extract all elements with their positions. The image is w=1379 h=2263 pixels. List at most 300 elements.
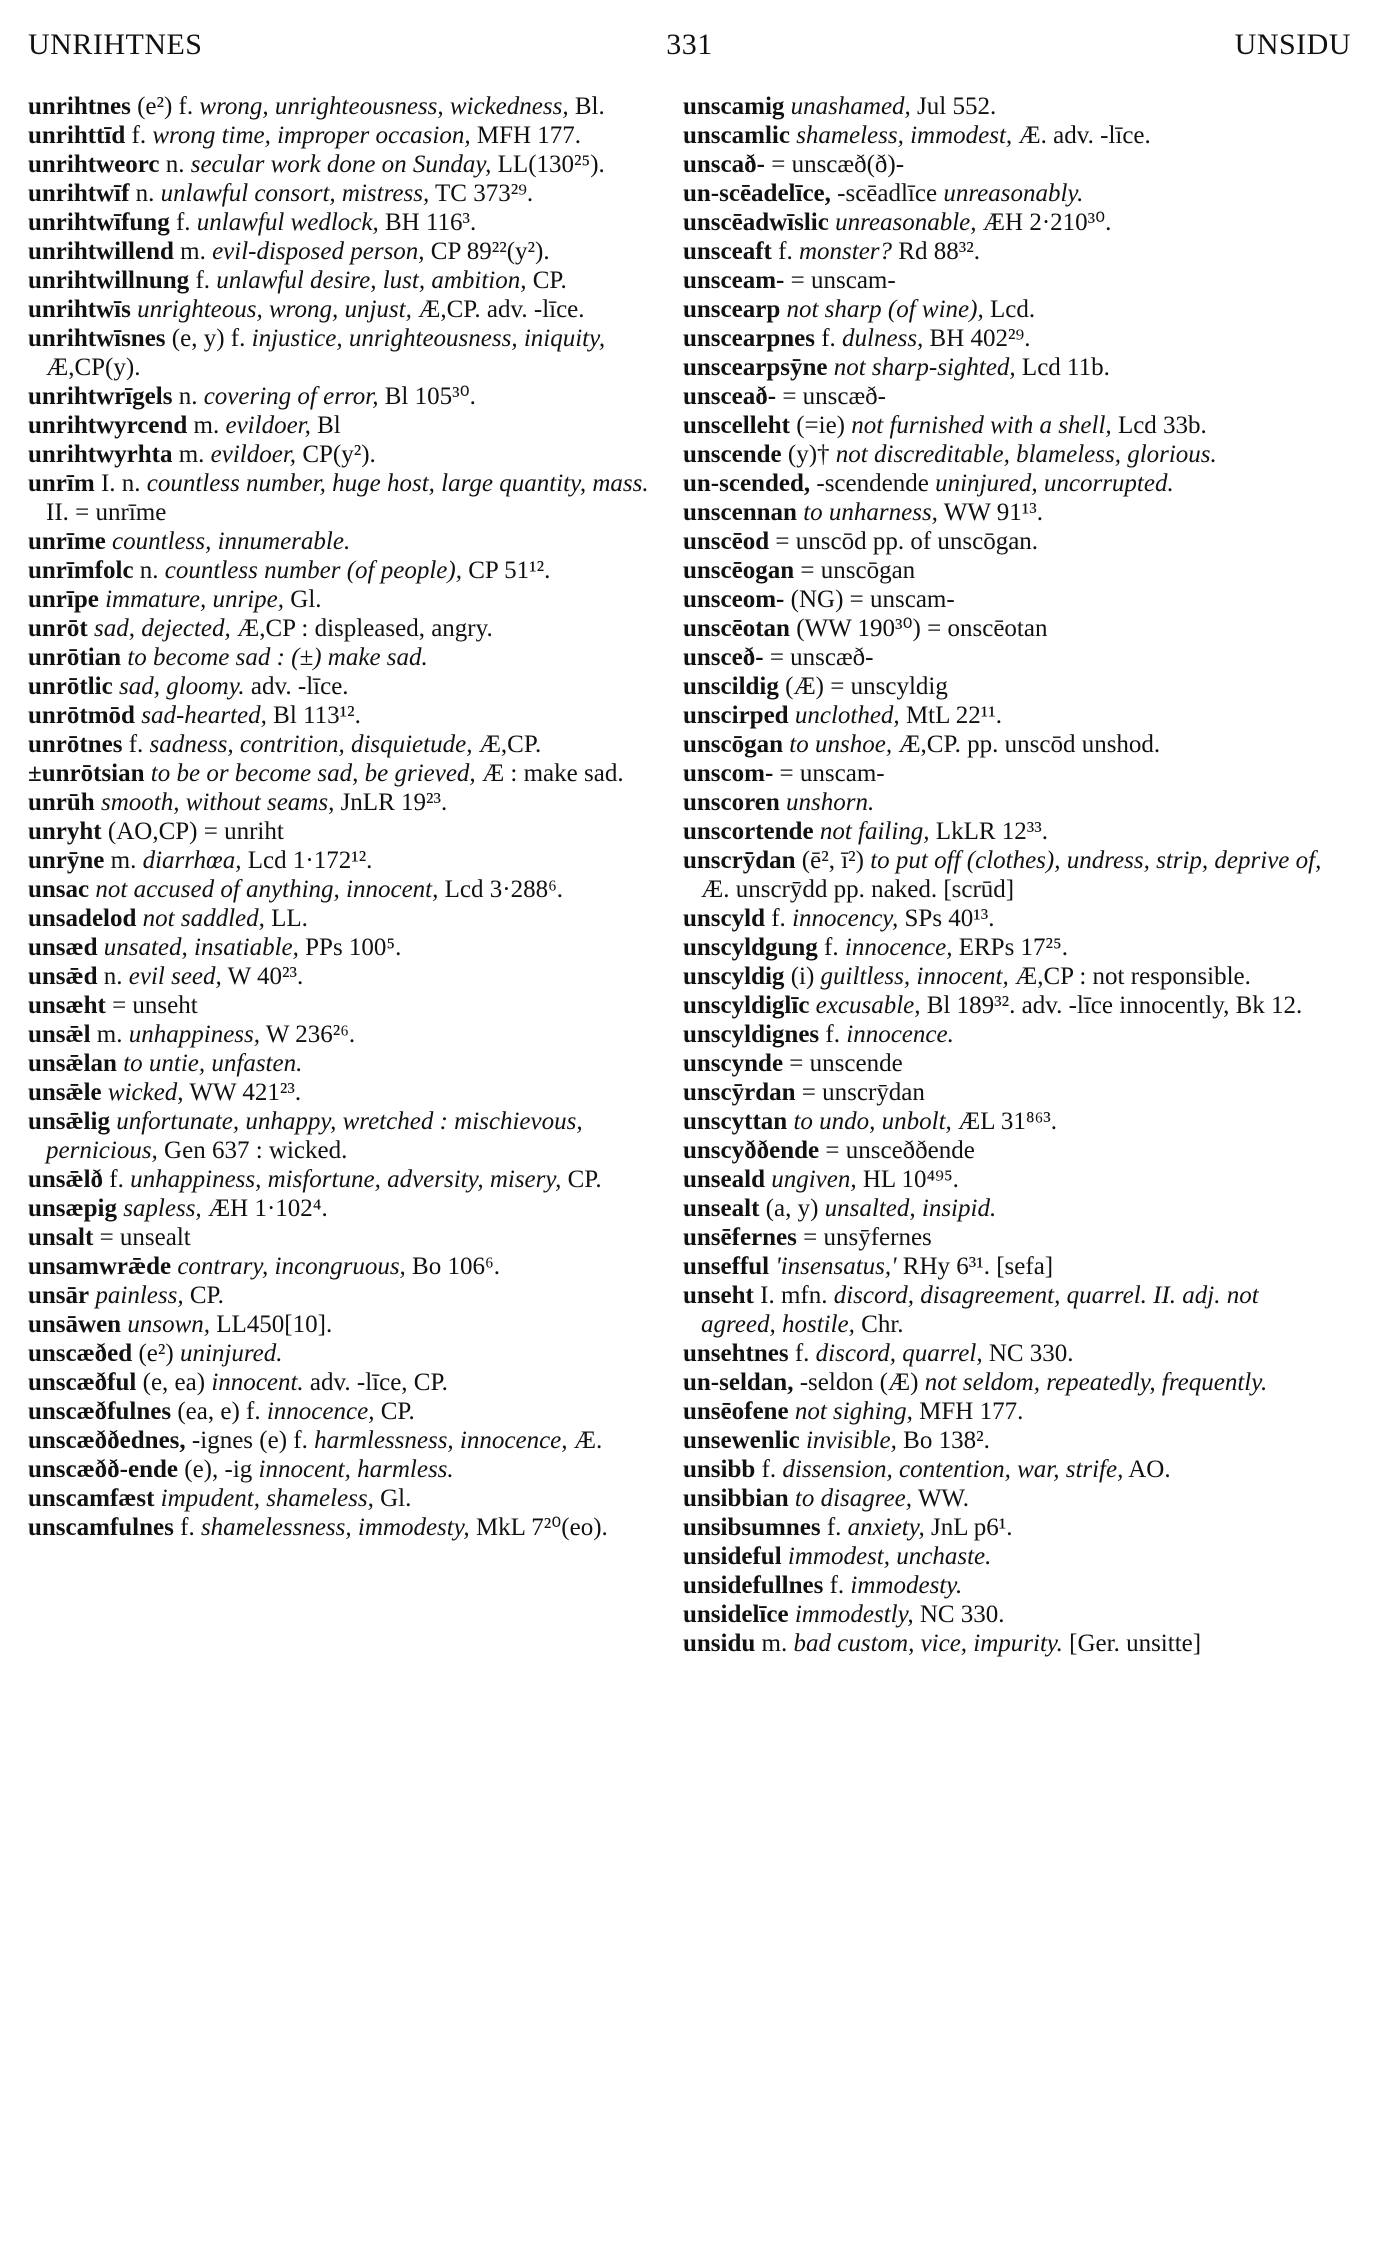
definition: to undo, unbolt,	[793, 1108, 952, 1135]
definition: sad, dejected,	[93, 615, 231, 642]
source-reference: Lcd 3·288⁶.	[444, 876, 564, 903]
dictionary-entry	[28, 295, 673, 324]
definition: guiltless, innocent,	[820, 963, 1009, 990]
grammar-info: n.	[178, 383, 198, 410]
source-reference: = unsealt	[99, 1224, 191, 1251]
dictionary-entry	[683, 1426, 1328, 1455]
headword: unsār	[28, 1282, 90, 1309]
headword: unscað-	[683, 151, 765, 178]
source-reference: = unscam-	[779, 760, 885, 787]
source-reference: WW 91¹³.	[943, 499, 1043, 526]
grammar-info: f.	[824, 934, 839, 961]
headword: unsibsumnes	[683, 1514, 821, 1541]
dictionary-entry	[683, 1165, 1328, 1194]
source-reference: = unsceððende	[825, 1137, 975, 1164]
grammar-info: (=ie)	[796, 412, 845, 439]
definition: unsalted, insipid.	[824, 1195, 997, 1222]
headword: unsidefullnes	[683, 1572, 824, 1599]
headword: unseald	[683, 1166, 765, 1193]
dictionary-entry	[28, 614, 673, 643]
source-reference: Bl	[317, 412, 341, 439]
definition: excusable,	[815, 992, 921, 1019]
grammar-info: f.	[771, 905, 786, 932]
definition: innocence,	[266, 1398, 375, 1425]
dictionary-entry	[28, 730, 673, 759]
definition: unsated, insatiable,	[103, 934, 299, 961]
source-reference: = unscæð-	[769, 644, 874, 671]
definition: shameless, immodest,	[796, 122, 1013, 149]
definition: monster?	[798, 238, 893, 265]
source-reference: RHy 6³¹. [sefa]	[902, 1253, 1054, 1280]
definition: wrong time, improper occasion,	[152, 122, 471, 149]
dictionary-entry	[683, 1252, 1328, 1281]
source-reference: = unscam-	[790, 267, 896, 294]
dictionary-entry	[683, 1281, 1328, 1339]
source-reference: CP 89²²(y²).	[430, 238, 550, 265]
dictionary-entry	[683, 1600, 1328, 1629]
definition: harmlessness, innocence,	[314, 1427, 568, 1454]
headword: unsealt	[683, 1195, 760, 1222]
source-reference: CP.	[189, 1282, 224, 1309]
headword: unsideful	[683, 1543, 782, 1570]
headword: unscȳrdan	[683, 1079, 796, 1106]
dictionary-entry	[683, 933, 1328, 962]
source-reference: adv. -līce.	[250, 673, 349, 700]
source-reference: Bl.	[574, 93, 605, 120]
grammar-info: f.	[825, 1021, 840, 1048]
headword: unscildig	[683, 673, 779, 700]
grammar-info: f.	[794, 1340, 810, 1367]
dictionary-entry	[28, 324, 673, 382]
source-reference: ERPs 17²⁵.	[958, 934, 1069, 961]
source-reference: Æ,CP.	[478, 731, 542, 758]
headword: unscearp	[683, 296, 781, 323]
headword: unsǣl	[28, 1021, 91, 1048]
dictionary-entry	[683, 179, 1328, 208]
dictionary-entry	[683, 1020, 1328, 1049]
source-reference: ÆL 31⁸⁶³.	[958, 1108, 1058, 1135]
grammar-info: I. n.	[100, 470, 141, 497]
definition: shamelessness, immodesty,	[200, 1514, 470, 1541]
headword: unrihtwrīgels	[28, 383, 173, 410]
dictionary-entry	[28, 179, 673, 208]
source-reference: W 236²⁶.	[265, 1021, 356, 1048]
headword: unscende	[683, 441, 782, 468]
definition: sad-hearted,	[141, 702, 267, 729]
source-reference: II. = unrīme	[46, 499, 167, 526]
headword: un-scended,	[683, 470, 811, 497]
grammar-info: -scēadlīce	[837, 180, 938, 207]
grammar-info: f.	[131, 122, 147, 149]
source-reference: Lcd 1·172¹².	[247, 847, 373, 874]
left-column	[28, 92, 673, 1542]
headword: unrīmfolc	[28, 557, 134, 584]
grammar-info: m.	[180, 238, 206, 265]
definition: unshorn.	[786, 789, 875, 816]
dictionary-entry	[683, 1194, 1328, 1223]
dictionary-entry	[28, 440, 673, 469]
definition: discord, disagreement, quarrel. II. adj. not agreed, hostile,	[701, 1282, 1259, 1338]
page-header	[28, 28, 1351, 70]
definition: secular work done on Sunday,	[190, 151, 492, 178]
dictionary-entry	[683, 150, 1328, 179]
dictionary-entry	[28, 1368, 673, 1397]
definition: to become sad : (±) make sad.	[127, 644, 428, 671]
grammar-info: m.	[96, 1021, 123, 1048]
headword: un-scēadelīce,	[683, 180, 831, 207]
source-reference: CP.	[567, 1166, 602, 1193]
definition: covering of error,	[203, 383, 379, 410]
source-reference: BH 402²⁹.	[929, 325, 1031, 352]
source-reference: CP.	[532, 267, 567, 294]
headword: unscyððende	[683, 1137, 820, 1164]
dictionary-entry	[28, 1020, 673, 1049]
headword: unscamfæst	[28, 1485, 155, 1512]
dictionary-entry	[683, 1542, 1328, 1571]
source-reference: = unseht	[112, 992, 198, 1019]
dictionary-entry	[28, 382, 673, 411]
grammar-info: m.	[761, 1630, 788, 1657]
definition: evildoer,	[210, 441, 297, 468]
definition: evil-disposed person,	[212, 238, 425, 265]
headword: unsac	[28, 876, 90, 903]
definition: to unshoe,	[789, 731, 893, 758]
definition: unreasonably.	[943, 180, 1084, 207]
source-reference: CP.	[380, 1398, 415, 1425]
definition: dissension, contention, war, strife,	[782, 1456, 1124, 1483]
headword: unsǣlig	[28, 1108, 110, 1135]
definition: unlawful wedlock,	[196, 209, 379, 236]
headword: un-seldan,	[683, 1369, 794, 1396]
headword: unrōt	[28, 615, 88, 642]
grammar-info: m.	[193, 412, 220, 439]
definition: injustice, unrighteousness, iniquity,	[251, 325, 606, 352]
definition: to be or become sad, be grieved,	[150, 760, 476, 787]
headword: unrīpe	[28, 586, 99, 613]
dictionary-entry	[683, 556, 1328, 585]
source-reference: Æ,CP. pp. unscōd unshod.	[898, 731, 1161, 758]
definition: immodesty.	[850, 1572, 963, 1599]
headword: unsehtnes	[683, 1340, 789, 1367]
headword: unrihtweorc	[28, 151, 160, 178]
headword: unscēod	[683, 528, 770, 555]
grammar-info: n.	[103, 963, 123, 990]
dictionary-entry	[683, 498, 1328, 527]
grammar-info: f.	[175, 209, 191, 236]
definition: 'insensatus,'	[775, 1253, 897, 1280]
headword: unrīme	[28, 528, 106, 555]
source-reference: WW 421²³.	[189, 1079, 302, 1106]
source-reference: Æ,CP : not responsible.	[1014, 963, 1251, 990]
definition: wicked,	[107, 1079, 184, 1106]
grammar-info: (a, y)	[765, 1195, 819, 1222]
dictionary-entry	[28, 875, 673, 904]
dictionary-entry	[683, 1078, 1328, 1107]
headword: unryht	[28, 818, 102, 845]
headword: unsāwen	[28, 1311, 122, 1338]
dictionary-entry	[28, 1194, 673, 1223]
headword: unscæðð-ende	[28, 1456, 179, 1483]
source-reference: NC 330.	[988, 1340, 1074, 1367]
definition: impudent, shameless,	[160, 1485, 374, 1512]
source-reference: = onscēotan	[927, 615, 1048, 642]
source-reference: MtL 22¹¹.	[905, 702, 1002, 729]
dictionary-entry	[28, 411, 673, 440]
source-reference: MFH 177.	[476, 122, 582, 149]
dictionary-entry	[683, 1484, 1328, 1513]
grammar-info: (NG)	[790, 586, 844, 613]
headword: unscōgan	[683, 731, 784, 758]
source-reference: Gl.	[290, 586, 322, 613]
grammar-info: m.	[178, 441, 205, 468]
dictionary-entry	[683, 991, 1328, 1020]
headword: unsalt	[28, 1224, 94, 1251]
definition: dulness,	[842, 325, 924, 352]
dictionary-entry	[683, 1629, 1328, 1658]
definition: sad, gloomy.	[118, 673, 245, 700]
headword: unscirped	[683, 702, 789, 729]
headword: unscennan	[683, 499, 797, 526]
headword: unsceam-	[683, 267, 785, 294]
grammar-info: -scendende	[816, 470, 929, 497]
right-column	[683, 92, 1328, 1658]
dictionary-entry	[28, 904, 673, 933]
source-reference: Æ,CP. adv. -līce.	[418, 296, 585, 323]
headword: unscrȳdan	[683, 847, 796, 874]
definition: not sharp-sighted,	[833, 354, 1016, 381]
headword: unrīm	[28, 470, 95, 497]
grammar-info: (AO,CP)	[107, 818, 198, 845]
headword: unrihtwyrcend	[28, 412, 188, 439]
dictionary-entry	[28, 1484, 673, 1513]
headword: unsæd	[28, 934, 98, 961]
grammar-info: (e²) f.	[137, 93, 194, 120]
dictionary-entry	[28, 933, 673, 962]
grammar-info: f.	[128, 731, 144, 758]
grammar-info: (ē², ī²)	[801, 847, 864, 874]
headword: unsæpig	[28, 1195, 117, 1222]
headword: unsefful	[683, 1253, 770, 1280]
grammar-info: (e, y) f.	[171, 325, 246, 352]
definition: unrighteous, wrong, unjust,	[137, 296, 412, 323]
grammar-info: f.	[761, 1456, 777, 1483]
dictionary-entry	[28, 1078, 673, 1107]
headword: unscoren	[683, 789, 780, 816]
definition: unfortunate, unhappy, wretched : mischievous, pernicious,	[46, 1108, 583, 1164]
grammar-info: (ea, e) f.	[177, 1398, 261, 1425]
grammar-info: -seldon (Æ)	[799, 1369, 919, 1396]
headword: unrōtlic	[28, 673, 113, 700]
headword: unscyttan	[683, 1108, 788, 1135]
dictionary-entry	[683, 1455, 1328, 1484]
dictionary-entry	[28, 788, 673, 817]
source-reference: [Ger. unsitte]	[1069, 1630, 1202, 1657]
dictionary-entry	[683, 527, 1328, 556]
headword: unseht	[683, 1282, 754, 1309]
definition: innocent.	[211, 1369, 304, 1396]
definition: to untie, unfasten.	[123, 1050, 303, 1077]
source-reference: ÆH 1·102⁴.	[207, 1195, 328, 1222]
headword: unsæht	[28, 992, 106, 1019]
definition: to unharness,	[803, 499, 938, 526]
headword: unscyld	[683, 905, 765, 932]
definition: innocence.	[846, 1021, 954, 1048]
definition: unreasonable,	[835, 209, 977, 236]
dictionary-entry	[683, 353, 1328, 382]
source-reference: = unscæð(ð)-	[771, 151, 905, 178]
dictionary-entry	[28, 1513, 673, 1542]
headword: unsǣle	[28, 1079, 102, 1106]
dictionary-entry	[683, 1136, 1328, 1165]
definition: anxiety,	[847, 1514, 925, 1541]
dictionary-entry	[28, 237, 673, 266]
source-reference: = unriht	[203, 818, 284, 845]
source-reference: MkL 7²⁰(eo).	[475, 1514, 608, 1541]
dictionary-entry	[683, 208, 1328, 237]
headword: unsceð-	[683, 644, 764, 671]
headword: unrihtwillend	[28, 238, 174, 265]
definition: innocent, harmless.	[258, 1456, 454, 1483]
dictionary-entry	[28, 1426, 673, 1455]
dictionary-entry	[28, 150, 673, 179]
dictionary-entry	[28, 1107, 673, 1165]
source-reference: JnL p6¹.	[930, 1514, 1013, 1541]
dictionary-entry	[28, 672, 673, 701]
dictionary-entry	[683, 904, 1328, 933]
headword: unscyldig	[683, 963, 785, 990]
source-reference: Jul 552.	[917, 93, 997, 120]
headword: unrōtian	[28, 644, 122, 671]
source-reference: Chr.	[861, 1311, 904, 1338]
headword: unsēofene	[683, 1398, 789, 1425]
source-reference: CP(y²).	[302, 441, 376, 468]
source-reference: Rd 88³².	[898, 238, 980, 265]
headword: unrihtwīfung	[28, 209, 170, 236]
source-reference: LL450[10].	[216, 1311, 333, 1338]
dictionary-entry	[683, 1397, 1328, 1426]
source-reference: AO.	[1128, 1456, 1171, 1483]
source-reference: = unsȳfernes	[803, 1224, 932, 1251]
headword: unsǣlð	[28, 1166, 104, 1193]
dictionary-entry	[683, 730, 1328, 759]
definition: innocency,	[792, 905, 899, 932]
dictionary-entry	[28, 1281, 673, 1310]
headword: unsceom-	[683, 586, 785, 613]
definition: wrong, unrighteousness, wickedness,	[199, 93, 569, 120]
headword: unscynde	[683, 1050, 784, 1077]
definition: painless,	[95, 1282, 184, 1309]
headword: unscæðfulnes	[28, 1398, 172, 1425]
headword: ±unrōtsian	[28, 760, 145, 787]
source-reference: JnLR 19²³.	[340, 789, 448, 816]
source-reference: Gen 637 : wicked.	[164, 1137, 348, 1164]
grammar-info: (e²)	[138, 1340, 174, 1367]
definition: invisible,	[805, 1427, 897, 1454]
dictionary-entry	[28, 962, 673, 991]
headword: unsamwrǣde	[28, 1253, 172, 1280]
headword: unsidelīce	[683, 1601, 789, 1628]
dictionary-entry	[28, 469, 673, 527]
dictionary-entry	[28, 1165, 673, 1194]
dictionary-entry	[683, 672, 1328, 701]
source-reference: Bo 138².	[903, 1427, 990, 1454]
dictionary-entry	[28, 1339, 673, 1368]
headword: unrihtwīs	[28, 296, 131, 323]
definition: immodest, unchaste.	[787, 1543, 992, 1570]
grammar-info: f.	[109, 1166, 124, 1193]
grammar-info: (e), -ig	[184, 1456, 253, 1483]
headword: unrōtnes	[28, 731, 123, 758]
headword: unrūh	[28, 789, 95, 816]
dictionary-entry	[28, 1223, 673, 1252]
definition: unhappiness,	[128, 1021, 260, 1048]
definition: immature, unripe,	[105, 586, 285, 613]
dictionary-entry	[28, 527, 673, 556]
headword: unscēotan	[683, 615, 790, 642]
definition: unashamed,	[790, 93, 911, 120]
dictionary-entry	[28, 556, 673, 585]
grammar-info: m.	[110, 847, 137, 874]
grammar-info: f.	[195, 267, 211, 294]
dictionary-entry	[683, 92, 1328, 121]
source-reference: Lcd 33b.	[1117, 412, 1207, 439]
dictionary-entry	[683, 1339, 1328, 1368]
source-reference: Bl 189³². adv. -līce innocently, Bk 12.	[926, 992, 1303, 1019]
dictionary-entry	[683, 643, 1328, 672]
source-reference: = unscrȳdan	[801, 1079, 925, 1106]
dictionary-entry	[683, 1571, 1328, 1600]
headword: unscamlic	[683, 122, 790, 149]
headword: unrihtnes	[28, 93, 131, 120]
dictionary-entry	[683, 1368, 1328, 1397]
headword: unrōtmōd	[28, 702, 135, 729]
headword: unsēfernes	[683, 1224, 797, 1251]
source-reference: LkLR 12³³.	[935, 818, 1049, 845]
headword: unscæððednes,	[28, 1427, 186, 1454]
headword: unsǣlan	[28, 1050, 117, 1077]
source-reference: Bo 106⁶.	[412, 1253, 500, 1280]
source-reference: LL.	[271, 905, 308, 932]
dictionary-entry	[683, 817, 1328, 846]
source-reference: = unscam-	[849, 586, 955, 613]
grammar-info: n.	[165, 151, 185, 178]
source-reference: Æ,CP : displeased, angry.	[237, 615, 493, 642]
source-reference: Bl 113¹².	[273, 702, 361, 729]
headword: unsadelod	[28, 905, 137, 932]
source-reference: LL(130²⁵).	[497, 151, 605, 178]
headword: unsewenlic	[683, 1427, 800, 1454]
definition: immodestly,	[794, 1601, 914, 1628]
headword: unsibb	[683, 1456, 756, 1483]
headword: unsǣd	[28, 963, 98, 990]
dictionary-entry	[28, 1397, 673, 1426]
dictionary-entry	[28, 759, 673, 788]
dictionary-entry	[683, 962, 1328, 991]
dictionary-entry	[28, 991, 673, 1020]
headword: unsibbian	[683, 1485, 789, 1512]
definition: not seldom, repeatedly, frequently.	[924, 1369, 1268, 1396]
grammar-info: (WW 190³⁰)	[796, 615, 921, 642]
definition: unhappiness, misfortune, adversity, misery,	[130, 1166, 562, 1193]
dictionary-entry	[683, 266, 1328, 295]
grammar-info: f.	[826, 1514, 842, 1541]
dictionary-entry	[28, 846, 673, 875]
source-reference: TC 373²⁹.	[435, 180, 534, 207]
definition: smooth, without seams,	[100, 789, 335, 816]
headword: unscearpsȳne	[683, 354, 828, 381]
definition: not sighing,	[794, 1398, 913, 1425]
headword: unscēogan	[683, 557, 795, 584]
